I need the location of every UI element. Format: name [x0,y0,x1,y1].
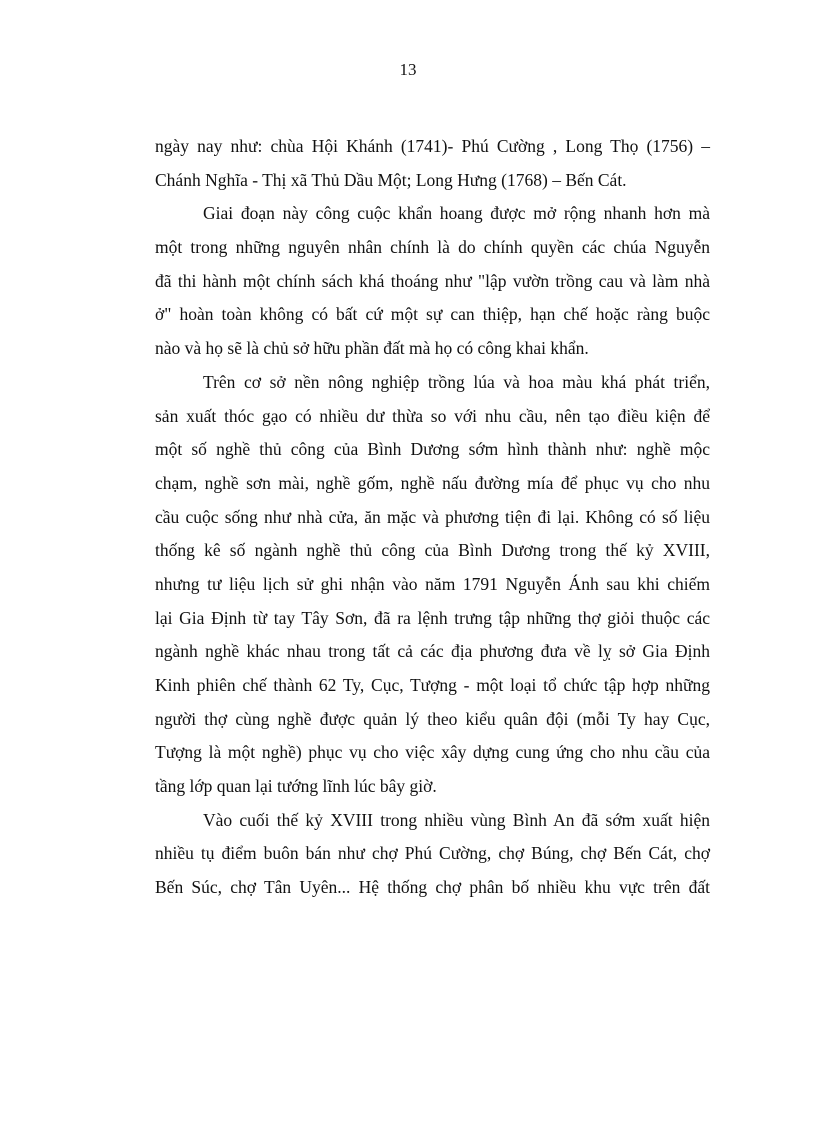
text-line: sản xuất thóc gạo có nhiều dư thừa so với nhu cầu, nên tạo điều kiện để [155,405,710,426]
body-text [155,130,710,905]
text-line: Bến Súc, chợ Tân Uyên... Hệ thống chợ phân bố nhiều khu vực trên đất [155,877,710,898]
text-line: lại Gia Định từ tay Tây Sơn, đã ra lệnh trưng tập những thợ giỏi thuộc các [155,607,710,628]
text-line: ở" hoàn toàn không có bất cứ một sự can thiệp, hạn chế hoặc ràng buộc [155,304,710,325]
text-line: một trong những nguyên nhân chính là do chính quyền các chúa Nguyễn [155,237,710,258]
text-line: chạm, nghề sơn mài, nghề gốm, nghề nấu đường mía để phục vụ cho nhu [155,472,710,493]
text-line: Tượng là một nghề) phục vụ cho việc xây dựng cung ứng cho nhu cầu của [155,742,710,763]
text-line: Chánh Nghĩa - Thị xã Thủ Dầu Một; Long Hưng (1768) – Bến Cát. [155,169,627,190]
text-line: ngành nghề khác nhau trong tất cả các địa phương đưa về lỵ sở Gia Định [155,641,710,662]
text-line: Giai đoạn này công cuộc khẩn hoang được mở rộng nhanh hơn mà [203,203,710,224]
text-line: Trên cơ sở nền nông nghiệp trồng lúa và hoa màu khá phát triển, [203,371,710,392]
text-line: ngày nay như: chùa Hội Khánh (1741)- Phú Cường , Long Thọ (1756) – [155,136,710,156]
text-line: nhiều tụ điểm buôn bán như chợ Phú Cường, chợ Búng, chợ Bến Cát, chợ [155,843,710,864]
text-line: Kinh phiên chế thành 62 Ty, Cục, Tượng - một loại tổ chức tập hợp những [155,675,710,695]
text-line: Vào cuối thế kỷ XVIII trong nhiều vùng Bình An đã sớm xuất hiện [203,809,710,830]
page-number: 13 [399,60,417,79]
text-line: tầng lớp quan lại tướng lĩnh lúc bây giờ. [155,776,437,797]
text-line: một số nghề thủ công của Bình Dương sớm hình thành như: nghề mộc [155,439,710,460]
text-line: cầu cuộc sống như nhà cửa, ăn mặc và phương tiện đi lại. Không có số liệu [155,506,710,527]
text-line: người thợ cùng nghề được quản lý theo kiểu quân đội (mỗi Ty hay Cục, [155,708,710,729]
text-line: nhưng tư liệu lịch sử ghi nhận vào năm 1791 Nguyễn Ánh sau khi chiếm [155,573,710,594]
text-line: nào và họ sẽ là chủ sở hữu phần đất mà họ có công khai khẩn. [155,338,589,359]
text-line: đã thi hành một chính sách khá thoáng như "lập vườn trồng cau và làm nhà [155,270,710,291]
text-line: thống kê số ngành nghề thủ công của Bình Dương trong thế kỷ XVIII, [155,540,710,561]
